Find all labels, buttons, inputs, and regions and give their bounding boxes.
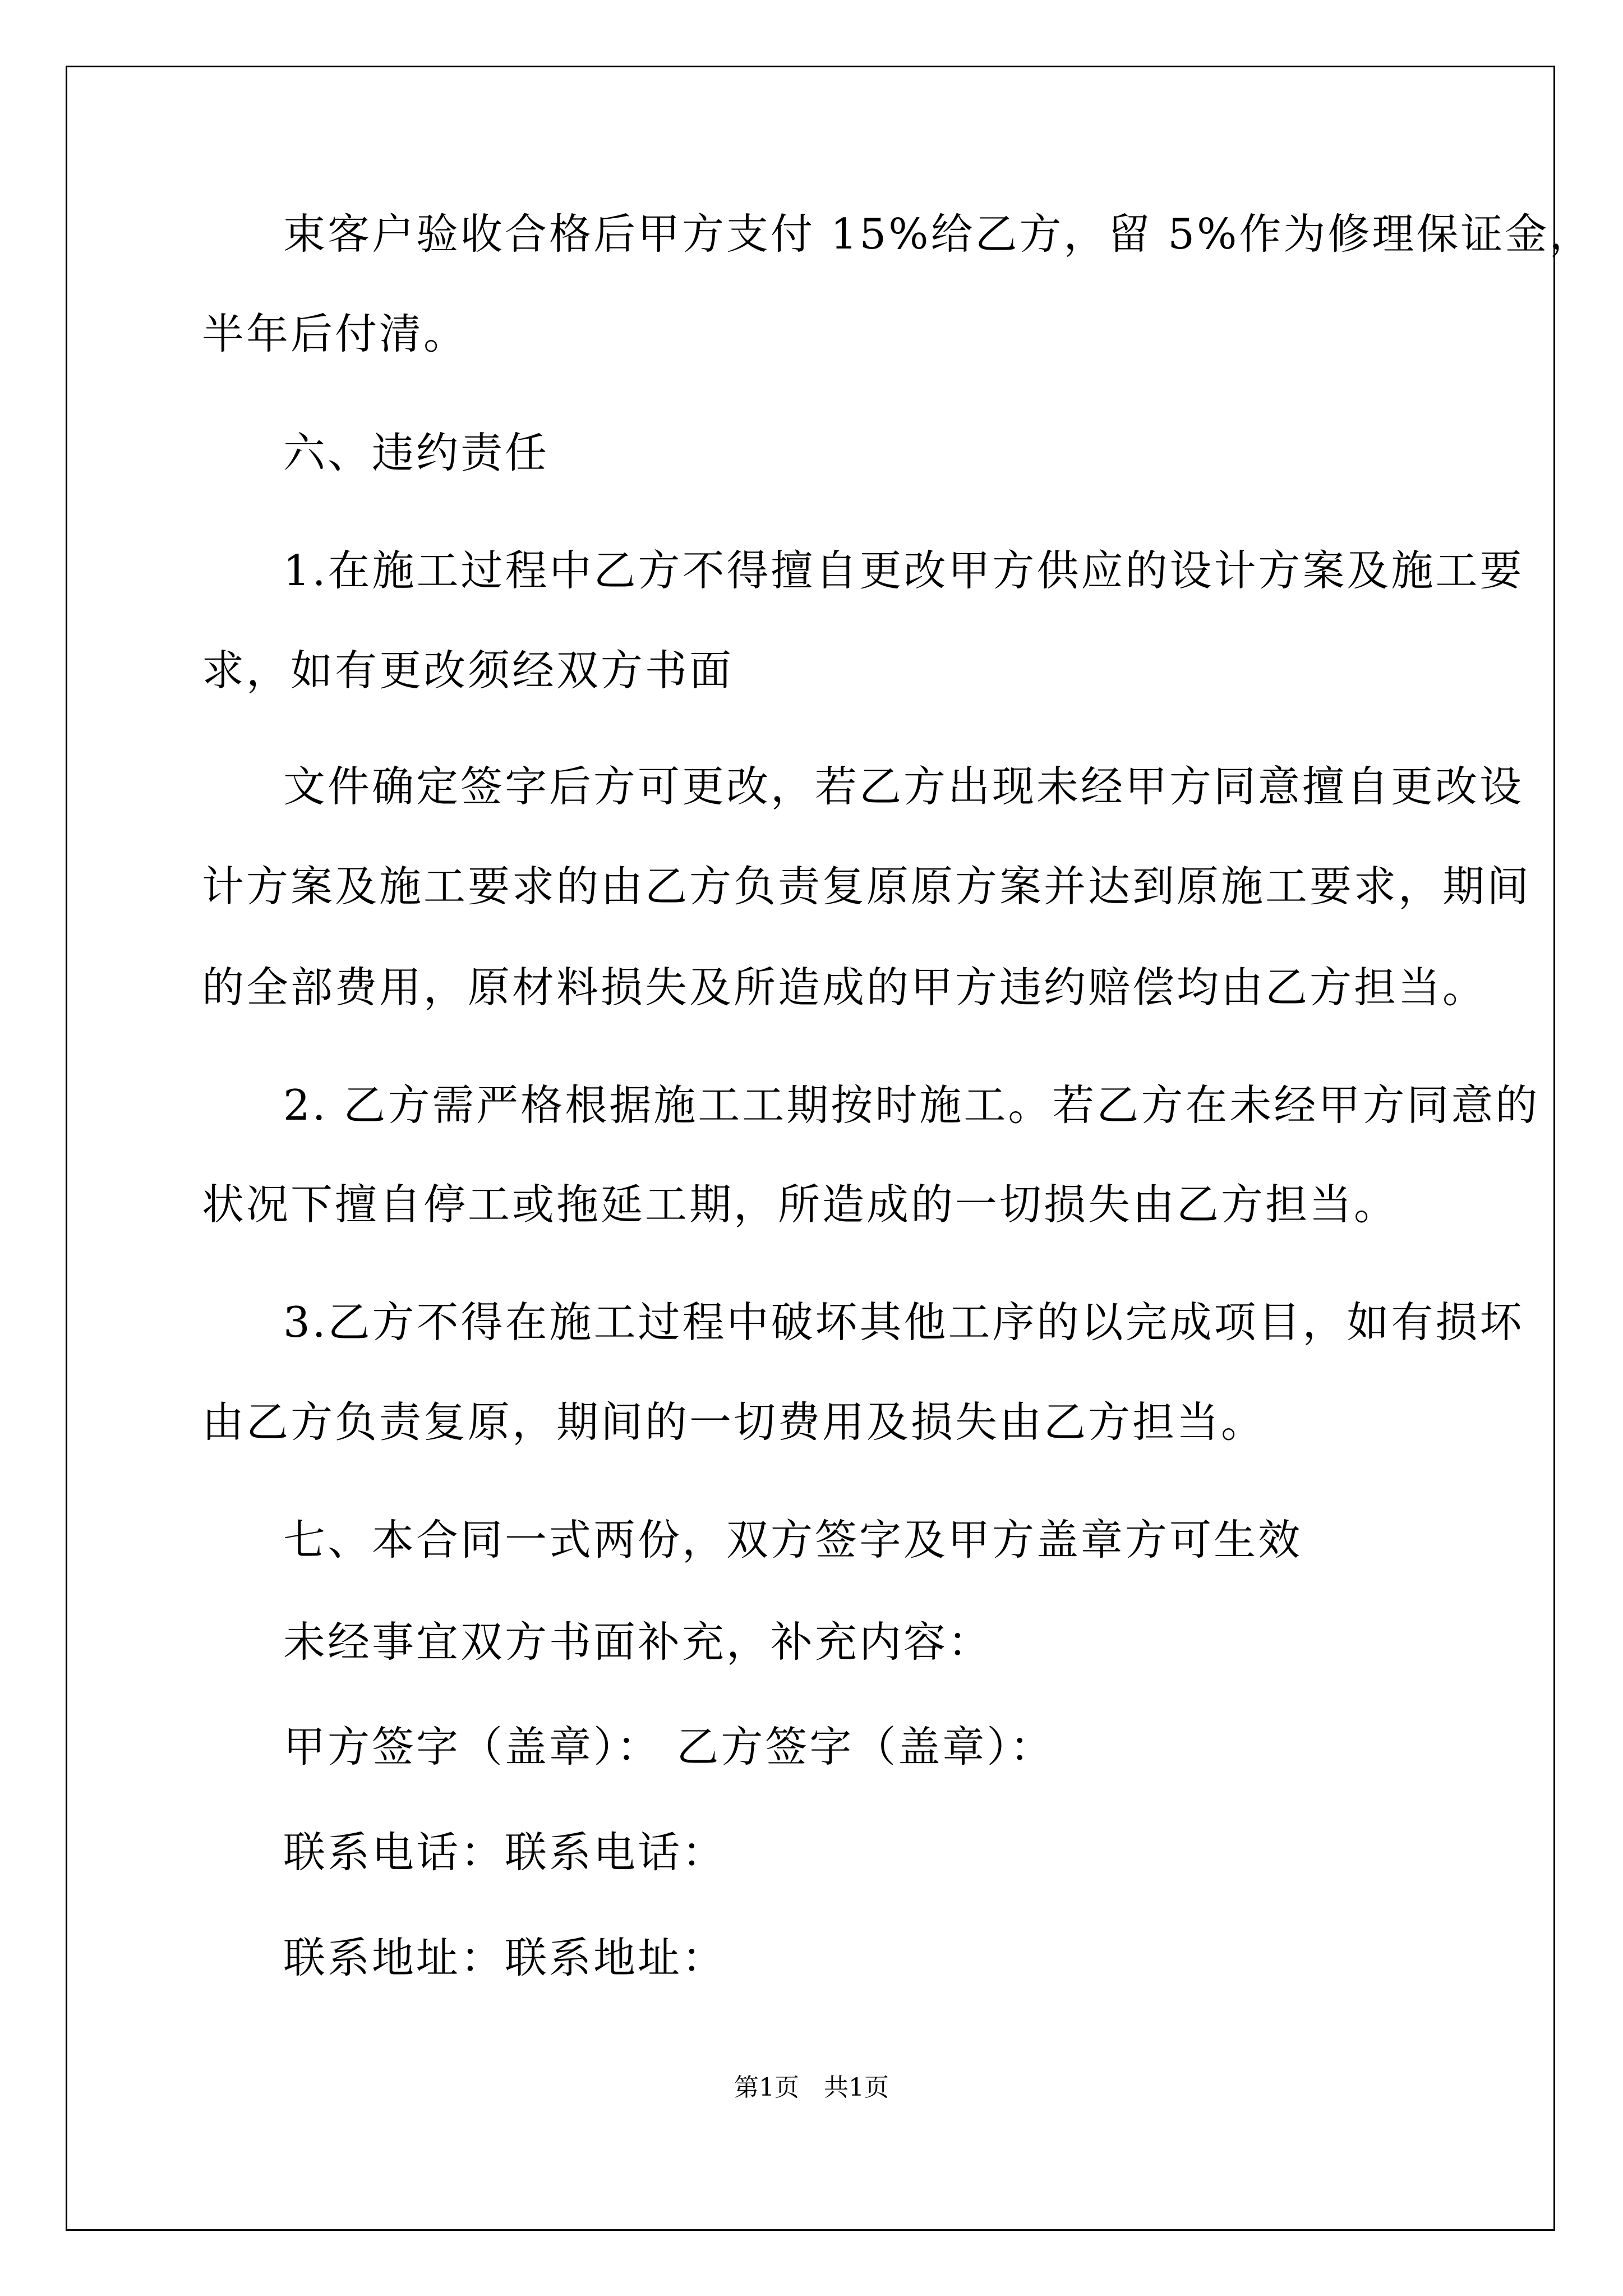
signature-line: 甲方签字（盖章）： 乙方签字（盖章）： [283, 1722, 1054, 1772]
section-heading: 六、违约责任 [283, 428, 550, 477]
page-number-footer: 第1页 共1页 [734, 2073, 889, 2102]
paragraph-line: 束客户验收合格后甲方支付 15%给乙方，留 5%作为修理保证金， [283, 209, 1594, 259]
page-border [66, 66, 1555, 2231]
paragraph-line: 3.乙方不得在施工过程中破坏其他工序的以完成项目，如有损坏 [283, 1297, 1524, 1347]
paragraph-line: 2. 乙方需严格根据施工工期按时施工。若乙方在未经甲方同意的 [283, 1080, 1540, 1130]
paragraph-line: 1.在施工过程中乙方不得擅自更改甲方供应的设计方案及施工要 [283, 546, 1524, 595]
paragraph-line: 文件确定签字后方可更改，若乙方出现未经甲方同意擅自更改设 [283, 762, 1524, 811]
paragraph-line: 的全部费用，原材料损失及所造成的甲方违约赔偿均由乙方担当。 [202, 963, 1487, 1012]
contact-address-line: 联系地址：联系地址： [283, 1933, 727, 1982]
paragraph-line: 求，如有更改须经双方书面 [202, 646, 734, 695]
contact-phone-line: 联系电话：联系电话： [283, 1828, 727, 1877]
paragraph-line: 未经事宜双方书面补充，补充内容： [283, 1617, 993, 1667]
paragraph-line: 状况下擅自停工或拖延工期，所造成的一切损失由乙方担当。 [202, 1180, 1399, 1229]
paragraph-line: 由乙方负责复原，期间的一切费用及损失由乙方担当。 [202, 1397, 1266, 1447]
section-heading: 七、本合同一式两份，双方签字及甲方盖章方可生效 [283, 1515, 1303, 1565]
paragraph-line: 半年后付清。 [202, 309, 468, 358]
paragraph-line: 计方案及施工要求的由乙方负责复原原方案并达到原施工要求，期间 [202, 862, 1532, 911]
